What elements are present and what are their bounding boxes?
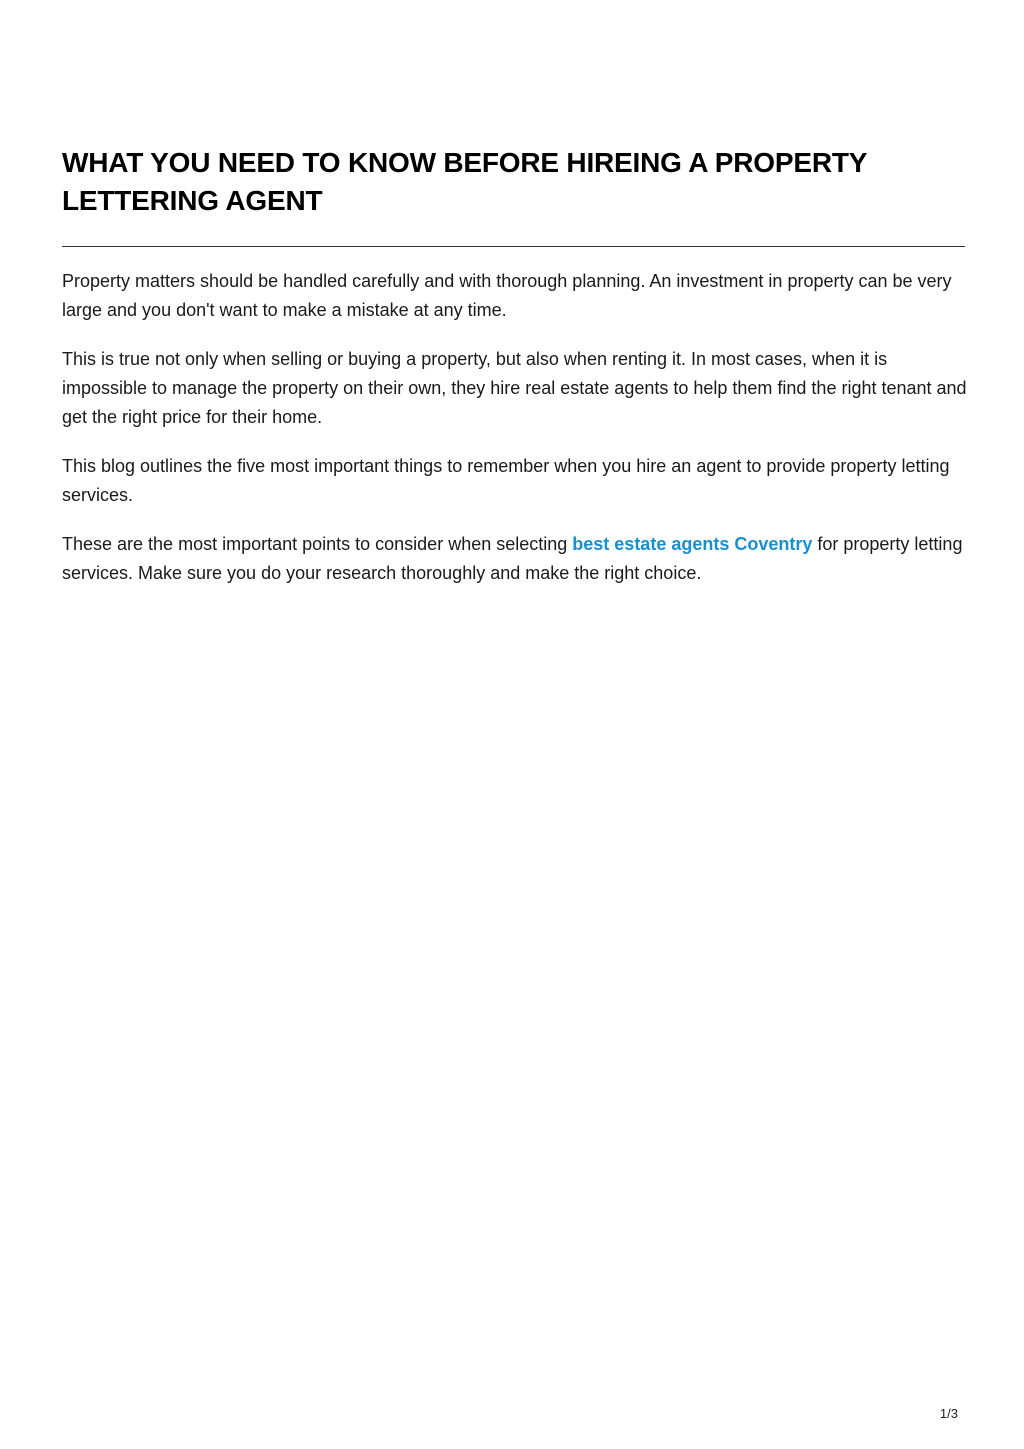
paragraph-blog-outline: This blog outlines the five most important things to remember when you hire an agent to provide property letting services. (62, 456, 950, 505)
closing-text-before-link: These are the most important points to consider when selecting (62, 534, 573, 554)
paragraph-renting: This is true not only when selling or buying a property, but also when renting it. In most cases, when it is impossible to manage the property on their own, they hire real estate agents to help them find the right tenant and get the right price for their home. (62, 349, 967, 427)
page-title: WHAT YOU NEED TO KNOW BEFORE HIREING A PROPERTY LETTERING AGENT (62, 147, 867, 216)
page-number: 1/3 (939, 1406, 958, 1421)
paragraph-intro: Property matters should be handled carefully and with thorough planning. An investment in property can be very large and you don't want to make a mistake at any time. (62, 271, 952, 320)
article-body (62, 267, 967, 608)
title-divider (62, 246, 965, 247)
estate-agents-link[interactable]: best estate agents Coventry (572, 534, 813, 554)
paragraph-closing (62, 530, 967, 588)
closing-text-after-link: for property letting services. Make sure you do your research thoroughly and make the right choice. (62, 534, 963, 583)
